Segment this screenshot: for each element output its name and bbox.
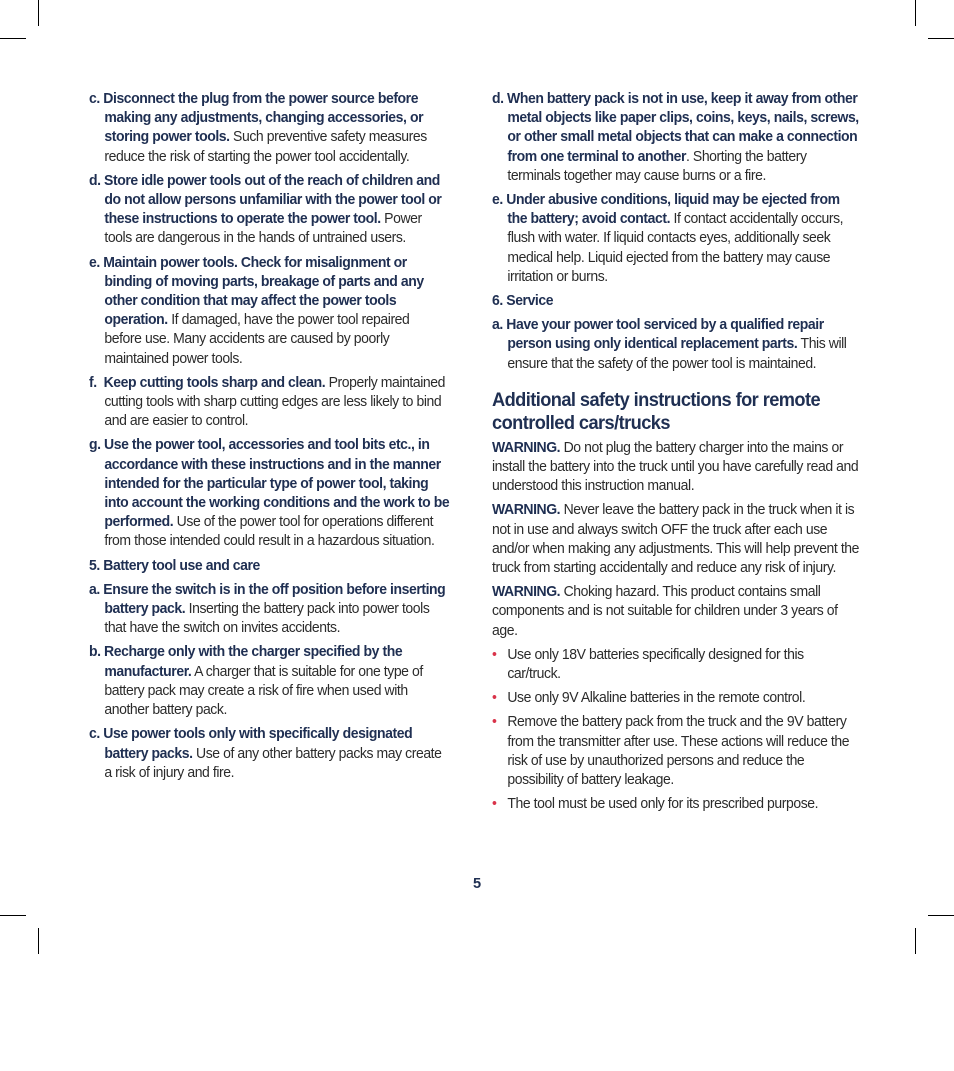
instruction-d: d. Store idle power tools out of the reach of children and do not allow persons unfamiliar with the power tool or these instructions to operate the power tool. Power tools are dangerous in the hands of untrained users. xyxy=(89,172,442,247)
crop-mark xyxy=(38,928,39,954)
instruction-f: f. Keep cutting tools sharp and clean. Properly maintained cutting tools with sharp cutting edges are less likely to bind and are easier to control. xyxy=(89,374,446,430)
crop-mark xyxy=(928,915,954,916)
bullet-dot-icon: • xyxy=(492,646,497,663)
left-column xyxy=(89,90,450,788)
instruction-6a: a. Have your power tool serviced by a qualified repair person using only identical replacement parts. This will ensure that the safety of the power tool is maintained. xyxy=(492,317,847,372)
instruction-5b: b. Recharge only with the charger specified by the manufacturer. A charger that is suitable for one type of battery pack may create a risk of fire when used with another battery pack. xyxy=(89,644,423,719)
section-heading-service: 6. Service xyxy=(492,293,554,310)
instruction-c: c. Disconnect the plug from the power source before making any adjustments, changing accessories, or storing power tools. Such preventive safety measures reduce the risk of starting the power tool accidentally. xyxy=(89,91,427,165)
additional-safety-heading: Additional safety instructions for remote controlled cars/trucks xyxy=(492,389,821,434)
bullet-dot-icon: • xyxy=(492,714,497,731)
instruction-5c: c. Use power tools only with specifically designated battery packs. Use of any other battery packs may create a risk of injury and fire. xyxy=(89,726,442,781)
crop-mark xyxy=(915,928,916,954)
crop-mark xyxy=(0,915,26,916)
crop-mark xyxy=(0,38,26,39)
instruction-5a: a. Ensure the switch is in the off position before inserting battery pack. Inserting the battery pack into power tools that have the switch on invites accidents. xyxy=(89,581,446,637)
bullet-dot-icon: • xyxy=(492,690,497,707)
crop-mark xyxy=(915,0,916,26)
warning-1: WARNING. Do not plug the battery charger into the mains or install the battery into the truck until you have carefully read and understood this instruction manual. xyxy=(492,439,859,495)
page-number: 5 xyxy=(472,876,482,892)
bullet-item: • Remove the battery pack from the truck and the 9V battery from the transmitter after use. These actions will reduce the risk of use by unauthorized persons and reduce the possibility of battery leakage. xyxy=(492,714,850,789)
instruction-5d: d. When battery pack is not in use, keep it away from other metal objects like paper clips, coins, keys, nails, screws, or other small metal objects that can make a connection from one terminal to another. Shorting the battery terminals together may cause burns or a fire. xyxy=(492,91,859,184)
instruction-e: e. Maintain power tools. Check for misalignment or binding of moving parts, breakage of parts and any other condition that may affect the power tools operation. If damaged, have the power tool repaired before use. Many accidents are caused by poorly maintained power tools. xyxy=(89,254,424,367)
instruction-5e: e. Under abusive conditions, liquid may be ejected from the battery; avoid contact. If contact accidentally occurs, flush with water. If liquid contacts eyes, additionally seek medical help. Liquid ejected from the battery may cause irritation or burns. xyxy=(492,192,844,285)
right-column xyxy=(492,90,863,820)
crop-mark xyxy=(928,38,954,39)
instruction-g: g. Use the power tool, accessories and tool bits etc., in accordance with these instructions and in the manner intended for the particular type of power tool, taking into account the working conditions and the work to be performed. Use of the power tool for operations different from those intended could result in a hazardous situation. xyxy=(89,437,450,550)
warning-3: WARNING. Choking hazard. This product contains small components and is not suitable for children under 3 years of age. xyxy=(492,584,838,639)
bullet-item: • Use only 18V batteries specifically designed for this car/truck. xyxy=(492,646,804,683)
warning-2: WARNING. Never leave the battery pack in the truck when it is not in use and always switch OFF the truck after each use and/or when making any adjustments. This will help prevent the truck from starting accidentally and reduce any risk of injury. xyxy=(492,502,860,577)
bullet-item: • Use only 9V Alkaline batteries in the remote control. xyxy=(492,689,863,708)
crop-mark xyxy=(38,0,39,26)
bullet-item: • The tool must be used only for its prescribed purpose. xyxy=(492,795,863,814)
bullet-dot-icon: • xyxy=(492,796,497,813)
section-heading-battery: 5. Battery tool use and care xyxy=(89,557,260,574)
